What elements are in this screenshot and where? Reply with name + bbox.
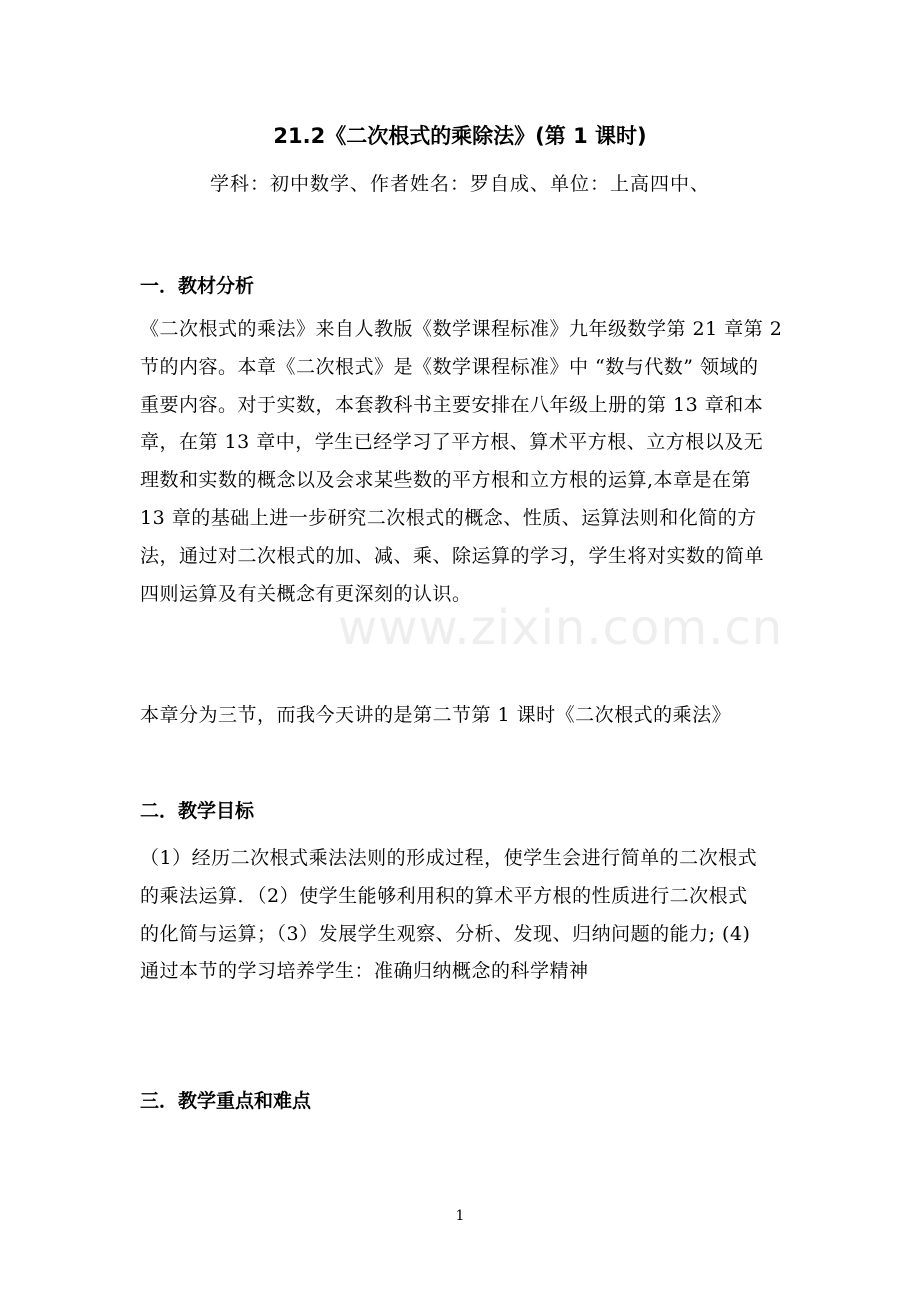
- author-line: 学科：初中数学、作者姓名：罗自成、单位：上高四中、: [209, 173, 710, 195]
- paragraph-line: 四则运算及有关概念有更深刻的认识。: [140, 582, 472, 605]
- section-heading-teaching-objectives: 二．教学目标: [140, 800, 255, 822]
- paragraph-line: 重要内容。对于实数，本套教科书主要安排在八年级上册的第 13 章和本: [140, 393, 764, 416]
- paragraph-line: 《二次根式的乘法》来自人教版《数学课程标准》九年级数学第 21 章第 2: [140, 318, 783, 340]
- watermark: www.zixin.com.cn: [338, 600, 784, 656]
- paragraph-line: 本章分为三节，而我今天讲的是第二节第 1 课时《二次根式的乘法》: [140, 704, 732, 726]
- paragraph-line: 的乘法运算．（2）使学生能够利用积的算术平方根的性质进行二次根式: [140, 884, 748, 907]
- section-paragraph-textbook-analysis: [140, 311, 822, 613]
- paragraph-line: （1）经历二次根式乘法法则的形成过程，使学生会进行简单的二次根式: [140, 847, 758, 869]
- paragraph-line: 通过本节的学习培养学生：准确归纳概念的科学精神: [140, 960, 589, 983]
- paragraph-line: 理数和实数的概念以及会求某些数的平方根和立方根的运算,本章是在第: [140, 469, 752, 492]
- section-heading-textbook-analysis: 一．教材分析: [140, 275, 255, 297]
- page-number: 1: [455, 1208, 465, 1224]
- section-paragraph-teaching-objectives: [140, 840, 822, 991]
- section-paragraph-chapter-structure: [140, 697, 822, 735]
- document-title: 21.2《二次根式的乘除法》(第 1 课时): [273, 124, 647, 148]
- paragraph-line: 13 章的基础上进一步研究二次根式的概念、性质、运算法则和化简的方: [140, 506, 757, 529]
- section-heading-key-points: 三．教学重点和难点: [140, 1090, 312, 1112]
- paragraph-line: 法，通过对二次根式的加、减、乘、除运算的学习，学生将对实数的简单: [140, 544, 765, 567]
- paragraph-line: 的化简与运算；（3）发展学生观察、分析、发现、归纳问题的能力; (4): [140, 922, 751, 945]
- paragraph-line: 章，在第 13 章中，学生已经学习了平方根、算术平方根、立方根以及无: [140, 431, 764, 454]
- paragraph-line: 节的内容。本章《二次根式》是《数学课程标准》中 “数与代数” 领域的: [140, 355, 759, 378]
